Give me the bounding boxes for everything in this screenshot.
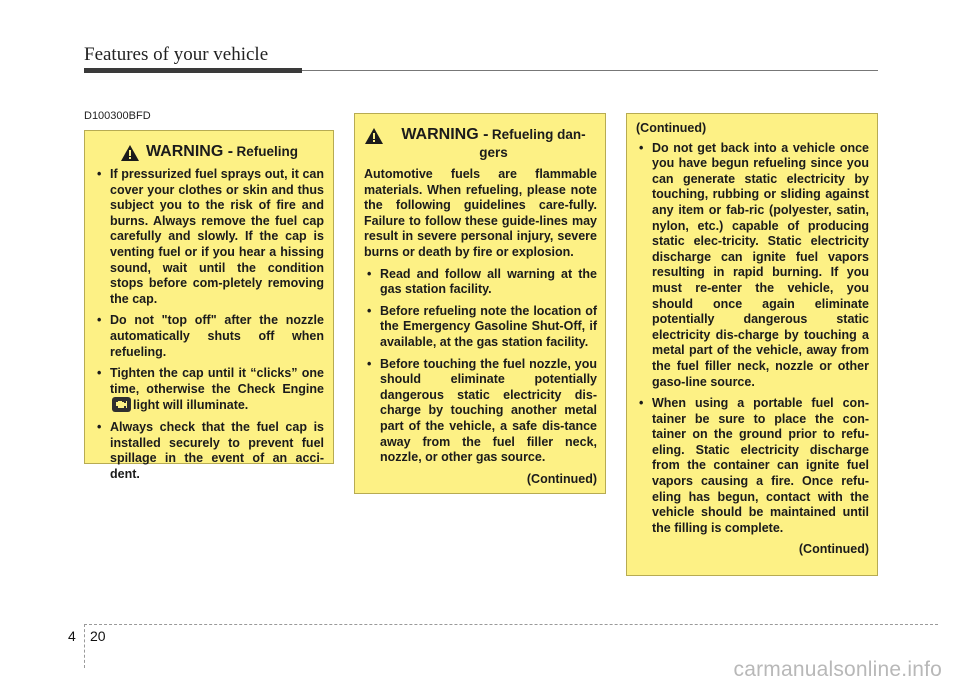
continued-label: (Continued): [798, 542, 869, 557]
list-item: • If pressurized fuel sprays out, it can cover your clothes or skin and thus subject you to the risk of fire and burns. Always remove the fuel cap carefully and slowly. If the cap is venting fuel or if you hear a hissing sound, wait until the condition stops before com-pletely removing the cap.: [94, 167, 324, 307]
list-item: • Always check that the fuel cap is installed securely to prevent fuel spillage in the event of an acci-dent.: [94, 420, 324, 482]
warning-title: Refueling dan-gers: [479, 127, 586, 160]
chapter-number: 4: [68, 628, 76, 644]
warning-triangle-icon: [364, 127, 384, 145]
warning-list: [364, 267, 597, 466]
footer-rule: [84, 624, 938, 625]
warning-list: [636, 141, 869, 537]
continued-label-top: (Continued): [636, 121, 707, 135]
list-item: [94, 366, 324, 414]
list-item: • Read and follow all warning at the gas station facility.: [364, 267, 597, 298]
warning-triangle-icon: [120, 144, 140, 162]
list-item: • When using a portable fuel con-tainer be sure to place the con-tainer on the ground prior to refu-eling. Static electricity discharge from the container can ignite fuel vapors causing a fire. Once refu-eling has begun, contact with the vehicle should be maintained until the filling is complete.: [636, 396, 869, 536]
page-header-title: Features of your vehicle: [84, 44, 269, 65]
tighten-text: Tighten the cap until it “clicks” one time, otherwise the Check Engine: [110, 366, 324, 396]
warning-title: Refueling: [236, 144, 299, 159]
warning-box-refueling: [84, 130, 334, 481]
header-rule: [302, 70, 878, 71]
list-item: • Do not get back into a vehicle once you have begun refueling since you can generate static electricity by touching, rubbing or sliding against any item or fab-ric (polyester, satin, nylon, etc.) capable of producing static elec-tricity. Static electricity discharge can ignite fuel vapors resulting in rapid burning. If you must re-enter the vehicle, you should once again eliminate potentially dangerous static electricity dis-charge by touching a metal part of the vehicle, away from the fuel filler neck, nozzle or other gaso-line source.: [636, 141, 869, 391]
warning-intro: Automotive fuels are flammable materials. When refueling, please note the following guidelines care-fully. Failure to follow these guide-lines may result in severe personal injury, severe burns or death by fire or explosion.: [364, 167, 597, 259]
warning-word: WARNING -: [145, 143, 234, 160]
tighten-text-end: light will illuminate.: [133, 398, 249, 413]
continued-label: (Continued): [526, 471, 597, 486]
list-item: • Do not "top off" after the nozzle automatically shuts off when refueling.: [94, 313, 324, 360]
section-code: D100300BFD: [84, 110, 151, 122]
page-number: 20: [90, 628, 106, 644]
footer-divider: [84, 624, 85, 668]
warning-word: WARNING -: [401, 126, 489, 143]
watermark: carmanualsonline.info: [733, 658, 942, 681]
list-item: • Before touching the fuel nozzle, you should eliminate potentially dangerous static electricity dis-charge by touching another metal part of the vehicle, a safe dis-tance away from the fuel filler neck, nozzle, or other gas source.: [364, 357, 597, 466]
header-bar: [84, 68, 302, 73]
warning-list: [94, 167, 324, 482]
warning-heading: [364, 126, 597, 162]
warning-box-continued: [626, 113, 878, 576]
list-item: • Before refueling note the location of the Emergency Gasoline Shut-Off, if available, at the gas station facility.: [364, 304, 597, 351]
check-engine-icon: [112, 397, 131, 412]
warning-box-refueling-dangers: [354, 113, 606, 494]
warning-heading: [94, 143, 324, 162]
